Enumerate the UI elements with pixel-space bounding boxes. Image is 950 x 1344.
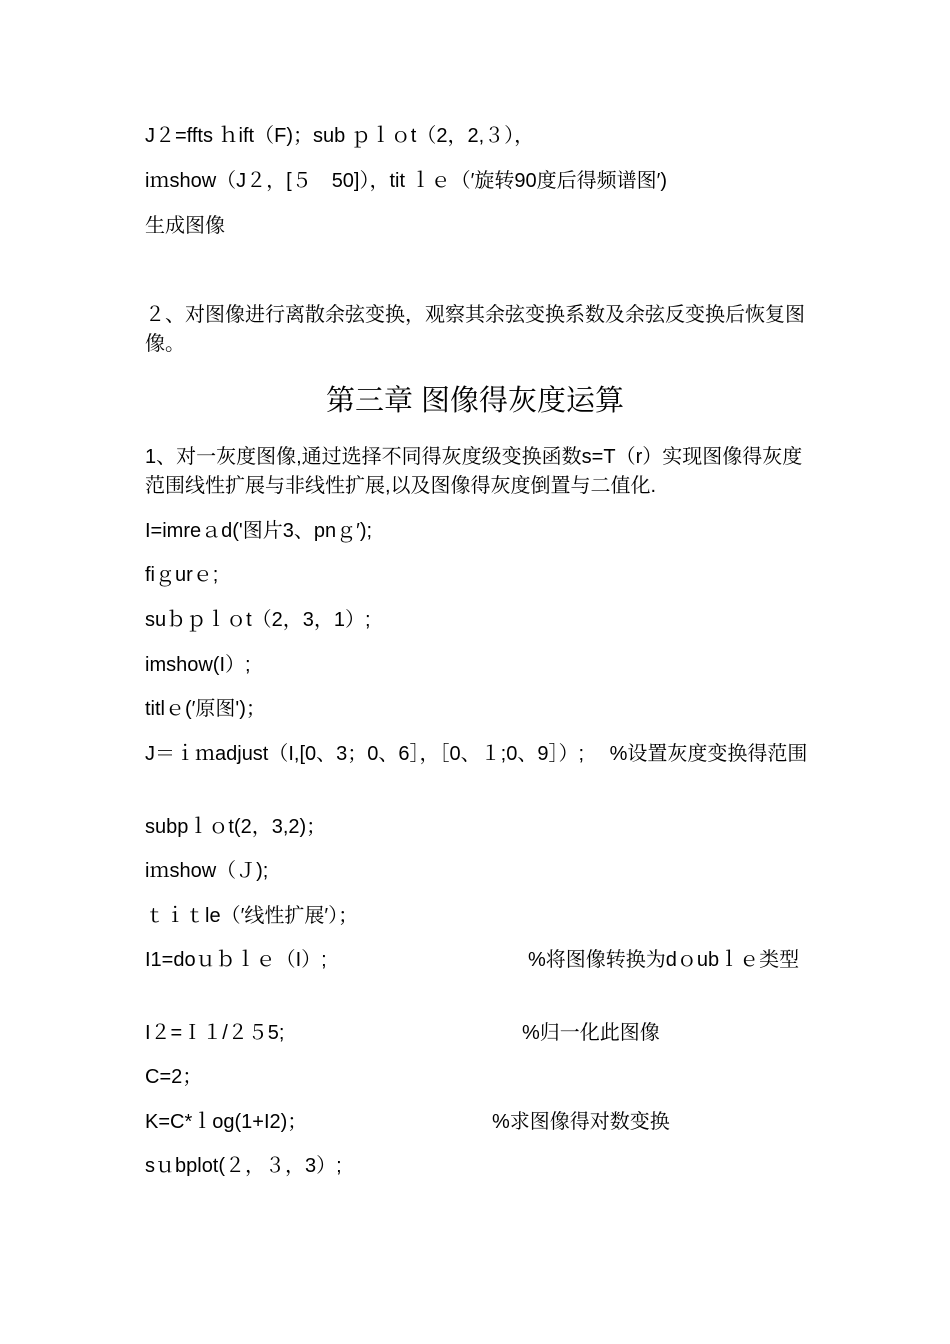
code-line-normalize xyxy=(145,1019,810,1048)
code-comment: %将图像转换为dｏubｌｅ类型 xyxy=(528,949,800,971)
code-line-imshow-1: imshow(I）; xyxy=(145,654,251,676)
code-line-imshow-title: iｍshow（J２，[５ 50]），tit ｌｅ（′旋转90度后得频谱图′) xyxy=(145,170,668,192)
code-line-imread: I=imreａd('图片3、pnｇ′); xyxy=(145,520,373,542)
code-line-fftshift: J２=ffts ｈift（F)；sub ｐｌｏt（2，2,３）， xyxy=(145,125,535,147)
code-line-subplot-2: subpｌｏt(2，3,2)； xyxy=(145,816,327,838)
code-line-title-2: ｔｉｔle（′线性扩展′）； xyxy=(145,905,359,927)
code-text: I２=Ｉ１/２５5; xyxy=(145,1022,285,1044)
code-line-subplot-3: sｕbplot(２，３，3）; xyxy=(145,1155,342,1177)
code-text: K=C*ｌog(1+I2)； xyxy=(145,1111,308,1133)
code-line-title-1: titlｅ(′原图')； xyxy=(145,698,266,720)
code-comment: %求图像得对数变换 xyxy=(492,1111,670,1133)
code-line-figure: fiｇurｅ; xyxy=(145,564,219,586)
text-line-generate-image: 生成图像 xyxy=(145,215,225,237)
code-comment: %归一化此图像 xyxy=(522,1022,660,1044)
code-line-double xyxy=(145,946,810,975)
code-line-imshow-2: iｍshow（Ｊ); xyxy=(145,860,269,882)
code-line-c: C=2； xyxy=(145,1066,203,1088)
code-text: I1=doｕｂｌｅ（I）; xyxy=(145,949,327,971)
code-line-imadjust: J＝ｉｍadjust（I,[0、3；0、6］，［0、１;0、9］）; %设置灰度变换得范围 xyxy=(145,743,808,765)
chapter-title: 第三章 图像得灰度运算 xyxy=(325,385,625,417)
section-item-2: ２、对图像进行离散余弦变换，观察其余弦变换系数及余弦反变换后恢复图像。 xyxy=(145,304,805,355)
code-line-log xyxy=(145,1108,810,1137)
section-item-1: 1、对一灰度图像,通过选择不同得灰度级变换函数s=T（r）实现图像得灰度范围线性扩展与非线性扩展,以及图像得灰度倒置与二值化. xyxy=(145,446,803,497)
code-line-subplot-1: suｂｐｌｏt（2，3，1）; xyxy=(145,609,371,631)
